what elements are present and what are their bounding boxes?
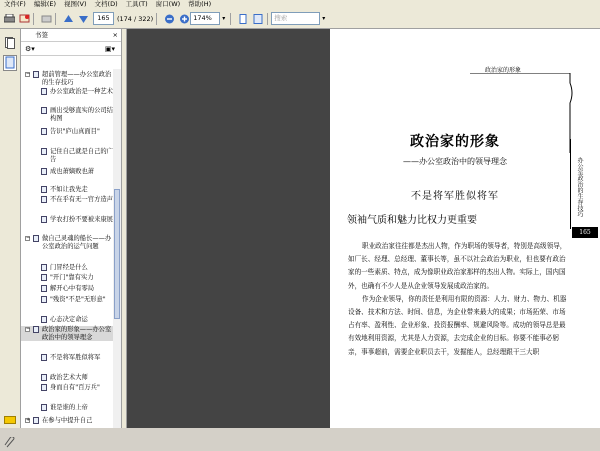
bookmark-label: 政治家的形象——办公室政治中的领导理念 <box>42 326 112 341</box>
navigation-pane-tabs <box>0 29 21 428</box>
bookmark-label: "残资"不是"无形意" <box>50 296 106 303</box>
chapter-title: 政治家的形象 <box>410 134 500 150</box>
separator <box>33 13 34 25</box>
section-title: 不是将军胜似将军 <box>411 191 499 202</box>
bookmark-icon <box>41 264 47 271</box>
bookmark-label: 心态决定命运 <box>50 316 88 323</box>
bookmark-icon <box>33 326 39 333</box>
bookmark-icon <box>41 128 47 135</box>
bookmark-item-selected[interactable] <box>21 326 113 341</box>
chapter-subtitle: ——办公室政治中的领导理念 <box>403 157 507 166</box>
menu-window[interactable]: 窗口(W) <box>155 0 181 8</box>
bookmark-icon <box>41 216 47 223</box>
chevron-down-icon[interactable]: ▾ <box>322 15 326 22</box>
single-page-icon[interactable] <box>237 13 249 25</box>
document-background <box>127 29 330 428</box>
collapse-icon[interactable]: − <box>26 326 31 332</box>
bookmark-icon <box>41 196 47 203</box>
separator <box>156 13 157 25</box>
section-heading: 领袖气质和魅力比权力更重要 <box>347 215 477 226</box>
attachment-icon[interactable] <box>4 437 16 451</box>
document-page <box>330 29 600 428</box>
expand-icon[interactable]: + <box>26 417 31 423</box>
page-number-input[interactable]: 165 <box>93 12 114 25</box>
bookmark-item[interactable] <box>21 168 113 176</box>
bookmark-item[interactable] <box>21 235 113 250</box>
bookmark-label: 门冒经是什么 <box>50 264 88 271</box>
menu-edit[interactable]: 编辑(E) <box>33 0 56 8</box>
bookmark-item[interactable] <box>21 216 113 224</box>
close-icon[interactable]: × <box>112 31 118 39</box>
bookmark-label: 画出受够直实的公司结构图 <box>50 107 113 122</box>
bookmark-item[interactable] <box>21 316 113 324</box>
collapse-icon[interactable]: − <box>26 235 31 241</box>
bookmarks-scrollbar[interactable] <box>113 69 121 428</box>
bookmark-icon <box>41 186 47 193</box>
hand-tool-icon[interactable] <box>40 13 52 25</box>
bookmark-item[interactable] <box>21 264 113 272</box>
panel-title-label: 书签 <box>35 31 48 39</box>
chevron-down-icon[interactable]: ▾ <box>222 15 226 22</box>
bookmark-icon <box>41 384 47 391</box>
menu-view[interactable]: 视图(V) <box>64 0 87 8</box>
side-tab-text: 办公室政治的生存技巧 <box>576 157 583 217</box>
zoom-out-icon[interactable] <box>163 13 175 25</box>
separator <box>230 13 231 25</box>
bookmark-item[interactable] <box>21 374 113 382</box>
bookmark-item[interactable] <box>21 296 113 304</box>
search-placeholder: 搜索 <box>274 14 288 22</box>
bookmark-label: 记住自己就是自己的广告 <box>50 148 113 163</box>
bookmark-label: 政治艺术大师 <box>50 374 88 381</box>
bookmark-tree <box>21 69 113 428</box>
running-header: 政治家的形象 <box>485 67 522 74</box>
prev-page-icon[interactable] <box>62 13 74 25</box>
menu-tools[interactable]: 工具(T) <box>125 0 148 8</box>
zoom-in-icon[interactable] <box>178 13 190 25</box>
bookmark-label: 学农打扮不要被来康展 <box>50 216 113 223</box>
bookmark-item[interactable] <box>21 128 113 136</box>
page-number: 165 <box>572 227 598 238</box>
bookmark-label: 超前管理——办公室政治的生存技巧 <box>42 71 112 86</box>
menu-bar <box>0 0 600 9</box>
body-text <box>348 240 570 359</box>
bookmark-label: 谁是谁的上帝 <box>50 404 88 411</box>
bookmark-label: 不如让我先走 <box>50 186 88 193</box>
bookmark-item[interactable] <box>21 148 113 163</box>
options-icon[interactable]: ⚙▾ <box>25 44 35 53</box>
bookmark-item[interactable] <box>21 196 113 204</box>
bookmark-label: 告识"庐山真面目" <box>50 128 100 135</box>
bookmark-label: 身而自有"百万兵" <box>50 384 100 391</box>
bookmark-item[interactable] <box>21 404 113 412</box>
bookmark-icon <box>41 354 47 361</box>
search-input[interactable] <box>271 12 320 25</box>
email-icon[interactable] <box>18 13 30 25</box>
bookmark-item[interactable] <box>21 274 113 282</box>
bookmark-item[interactable] <box>21 384 113 392</box>
toolbar <box>0 9 600 29</box>
bookmark-item[interactable] <box>21 88 113 96</box>
bookmark-icon <box>41 274 47 281</box>
bookmark-icon <box>33 235 39 242</box>
bookmark-icon <box>41 316 47 323</box>
pages-icon[interactable] <box>5 37 15 51</box>
bookmark-item[interactable] <box>21 71 113 86</box>
bookmark-item[interactable] <box>21 285 113 293</box>
zoom-input[interactable]: 174% <box>190 12 220 25</box>
bookmark-item[interactable] <box>21 417 113 425</box>
bookmark-icon <box>33 417 39 424</box>
bookmark-label: 不是将军胜似将军 <box>50 354 101 361</box>
comments-icon[interactable] <box>4 416 16 428</box>
bookmark-icon <box>41 168 47 175</box>
print-icon[interactable] <box>3 13 15 25</box>
bookmark-label: 不在乎有无一官方造声 <box>50 196 113 203</box>
bookmarks-panel <box>21 29 121 428</box>
paragraph: 职业政治家往往都是杰出人物，作为职场的领导者，特别是高级领导，如厂长、经理、总经理、董事长等，虽不以社会政治为职业，但也要有政治家的一些素质、特点，成为像职业政治家那样的杰出人物。实际上，国内国外，也确有不少人是从企业领导发展成政治家的。 <box>348 242 567 290</box>
panel-toolbar <box>21 42 121 56</box>
bookmark-label: 办公室政治是一种艺术 <box>50 88 113 95</box>
bookmark-icon <box>33 71 39 78</box>
bookmarks-tab-icon[interactable] <box>3 55 17 71</box>
menu-document[interactable]: 文档(D) <box>94 0 118 8</box>
side-tab <box>570 139 597 229</box>
bookmark-item[interactable] <box>21 107 113 122</box>
bookmark-icon <box>41 404 47 411</box>
bookmark-label: 成也萧嫡败也萧 <box>50 168 95 175</box>
bookmark-icon <box>41 296 47 303</box>
new-bookmark-icon[interactable]: ▣▾ <box>104 44 115 53</box>
bookmark-icon <box>41 285 47 292</box>
bookmark-icon <box>41 88 47 95</box>
bookmark-item[interactable] <box>21 354 113 362</box>
bookmark-label: 解开心中有零局 <box>50 285 95 292</box>
paragraph: 作为企业领导，你的责任是利用有限的资源：人力、财力、物力、机器设备、技术和方法、时间、信息，为企业带来最大的成果；市场拓荣、市场占有率、盈利性、企业形象、投资报酬率、规避风险等。成功的领导总是最有效地利用资源，尤其是人力资源，去完成企业的目标。你要不能事必躬亲，事事超前，需要企业职员去干，发掘能人，总经理跟干三大职 <box>348 294 567 356</box>
next-page-icon[interactable] <box>77 13 89 25</box>
page-total: (174 / 322) <box>117 14 154 23</box>
bookmark-label: 做自己灵魂的船长——办公室政治的运气问题 <box>42 235 112 250</box>
scrollbar-thumb[interactable] <box>114 189 120 319</box>
menu-help[interactable]: 帮助(H) <box>188 0 212 8</box>
bookmark-icon <box>41 107 47 114</box>
separator <box>267 13 268 25</box>
bookmark-label: 在参与中提升自己 <box>42 417 93 424</box>
bookmark-label: "开门"靠有实力 <box>50 274 94 281</box>
fit-page-icon[interactable] <box>252 13 264 25</box>
panel-title <box>21 29 121 42</box>
collapse-icon[interactable]: − <box>26 71 31 77</box>
menu-file[interactable]: 文件(F) <box>4 0 26 8</box>
separator <box>55 13 56 25</box>
bookmark-icon <box>41 148 47 155</box>
bookmark-icon <box>41 374 47 381</box>
bookmark-item[interactable] <box>21 186 113 194</box>
